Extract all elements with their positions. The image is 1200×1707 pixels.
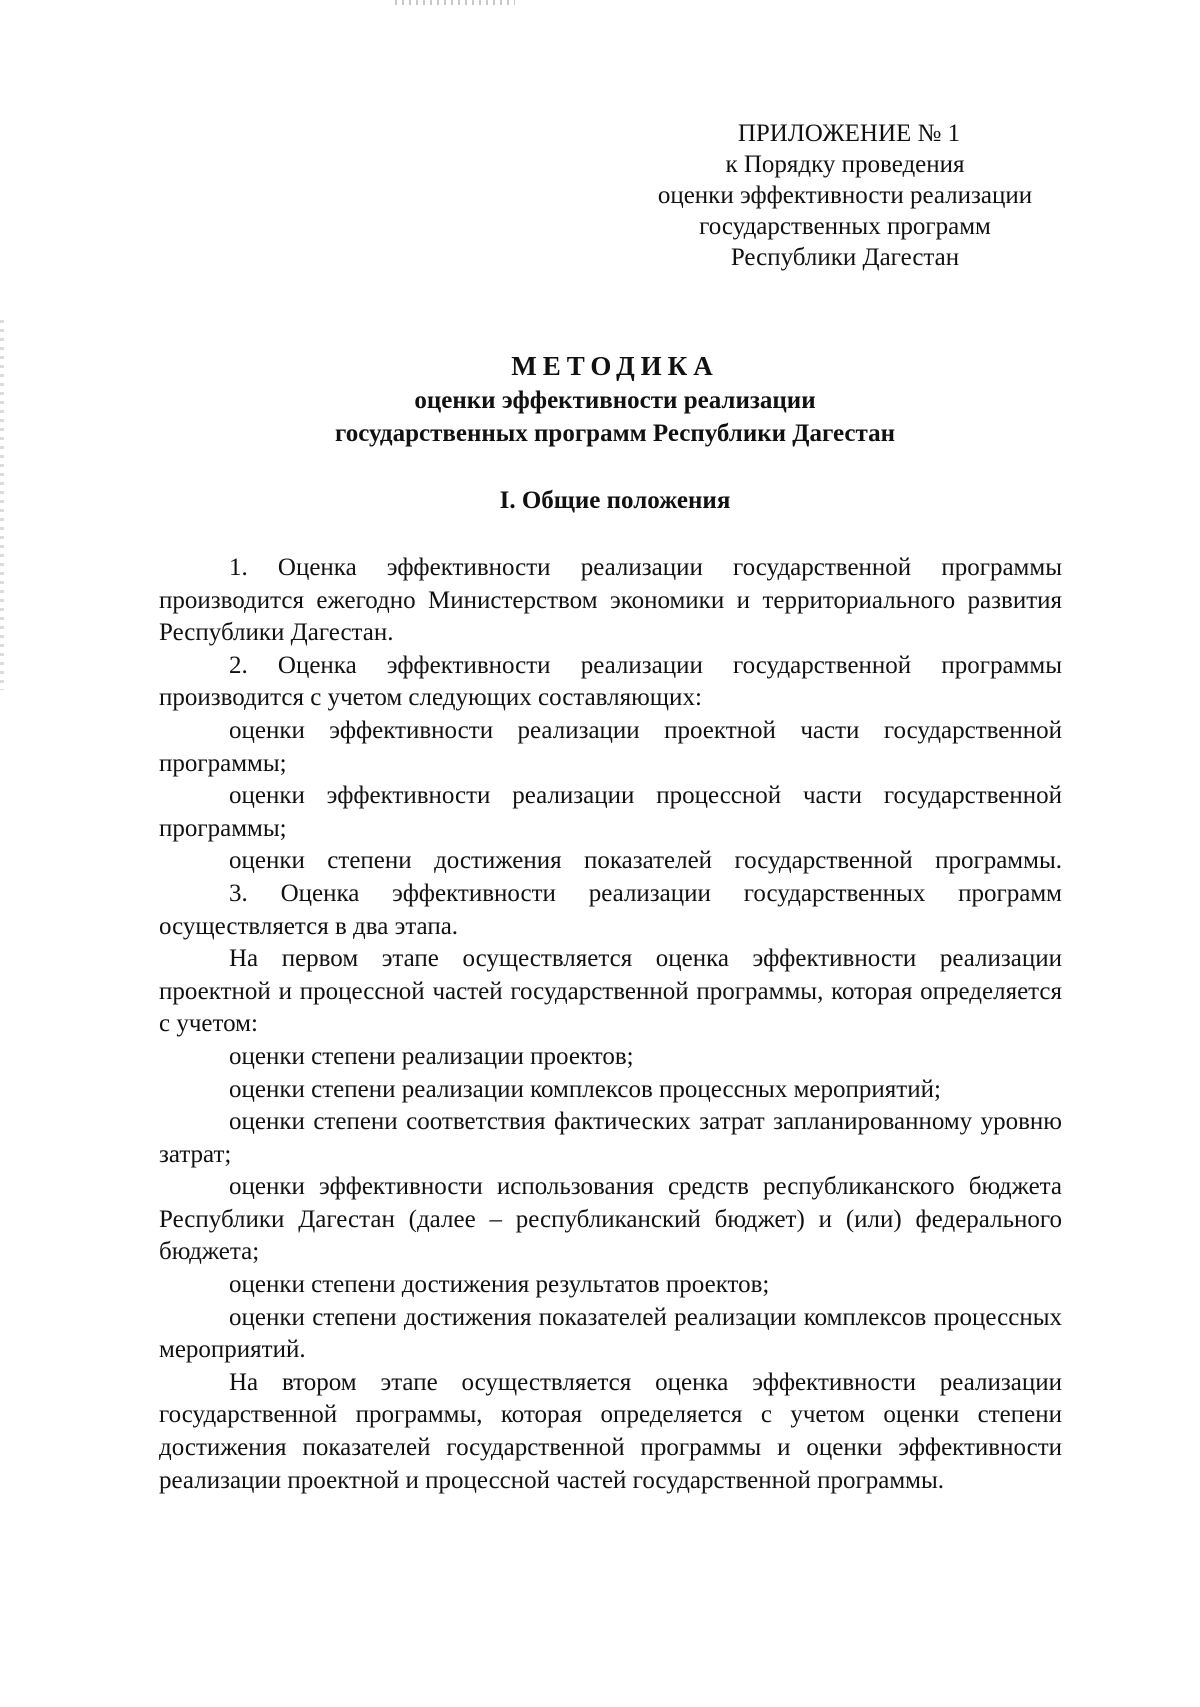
section-heading: I. Общие положения: [499, 487, 731, 514]
appendix-line: Республики Дагестан: [730, 244, 960, 271]
paragraph: 3. Оценка эффективности реализации государственных программ осуществляется в два этапа.: [159, 879, 1062, 940]
paragraph: оценки эффективности реализации проектной части государственной программы;: [159, 716, 1062, 777]
document-subtitle: государственных программ Республики Дагестан: [335, 420, 895, 447]
document-title: МЕТОДИКА: [511, 351, 719, 381]
scan-artifact: [0, 320, 4, 690]
document-title-block: [130, 348, 1100, 450]
paragraph: оценки степени достижения показателей государственной программы.: [229, 847, 1062, 875]
paragraph: оценки степени реализации комплексов процессных мероприятий;: [229, 1075, 941, 1103]
appendix-line: к Порядку проведения: [725, 151, 965, 178]
paragraph: оценки эффективности реализации процессной части государственной программы;: [159, 782, 1062, 842]
appendix-line: государственных программ: [699, 213, 991, 240]
appendix-line: оценки эффективности реализации: [657, 182, 1033, 209]
appendix-header: [610, 118, 1080, 273]
paragraph: 2. Оценка эффективности реализации государственной программы производится с учетом следующих составляющих:: [159, 651, 1062, 712]
paragraph: оценки эффективности использования средств республиканского бюджета Республики Дагестан (далее – республиканский бюджет) и (или) федерального бюджета;: [159, 1173, 1062, 1266]
paragraph: На первом этапе осуществляется оценка эффективности реализации проектной и процессной частей государственной программы, которая определяется с учетом:: [159, 945, 1062, 1038]
paragraph: 1. Оценка эффективности реализации государственной программы производится ежегодно Министерством экономики и территориального развития Республики Дагестан.: [159, 554, 1062, 647]
paragraph: На втором этапе осуществляется оценка эффективности реализации государственной программы, которая определяется с учетом оценки степени достижения показателей государственной программы и оценки эффективности реализации проектной и процессной частей государственной программы.: [159, 1368, 1062, 1494]
scan-artifact: [395, 0, 515, 5]
paragraph: оценки степени реализации проектов;: [229, 1042, 634, 1070]
document-subtitle: оценки эффективности реализации: [414, 387, 816, 414]
paragraph: оценки степени достижения показателей реализации комплексов процессных мероприятий.: [159, 1303, 1062, 1364]
appendix-title: ПРИЛОЖЕНИЕ № 1: [737, 120, 961, 147]
document-body: [159, 552, 1062, 1497]
paragraph: оценки степени соответствия фактических затрат запланированному уровню затрат;: [159, 1108, 1062, 1168]
paragraph: оценки степени достижения результатов проектов;: [229, 1271, 770, 1299]
